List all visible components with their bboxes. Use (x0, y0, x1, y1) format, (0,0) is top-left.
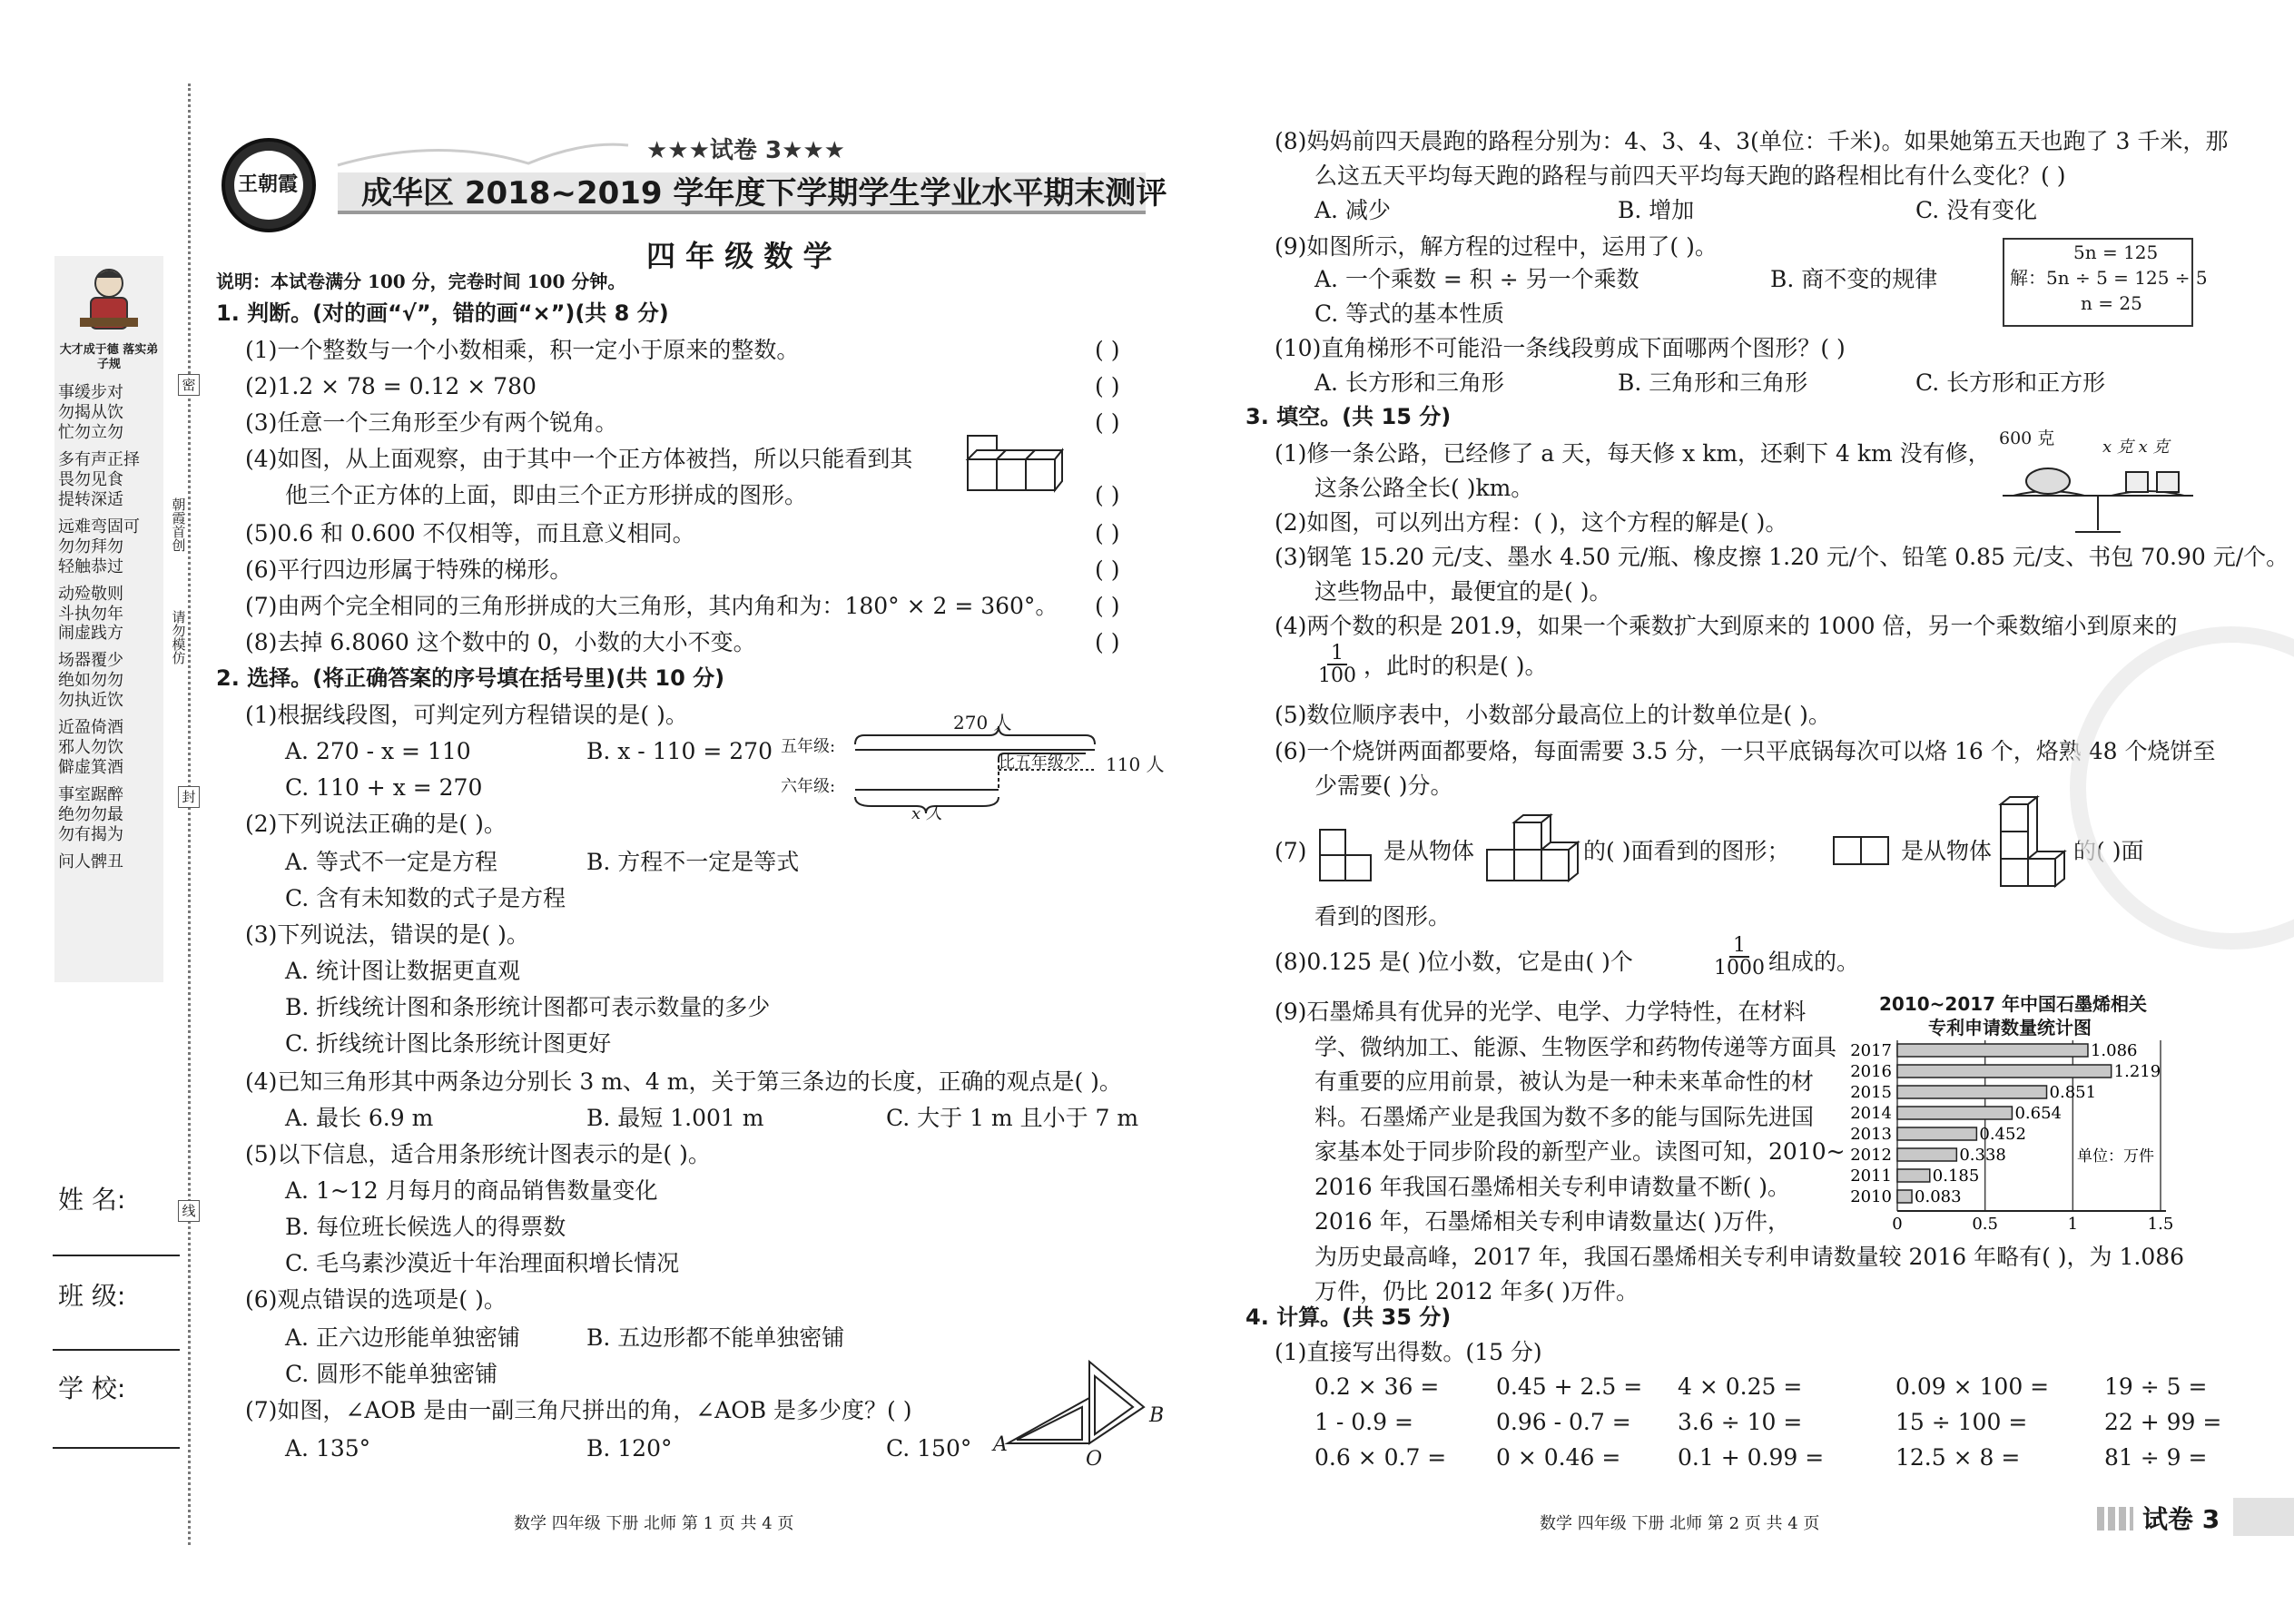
choice-q10-c[interactable]: C. 长方形和正方形 (1915, 369, 2106, 396)
calc-problem[interactable]: 0.2 × 36 = (1314, 1373, 1440, 1400)
corner-bar (2233, 1498, 2294, 1536)
sidebar-rule-line: 远难弯固可 (58, 517, 140, 536)
answer-paren-1[interactable]: ( ) (1095, 337, 1120, 363)
calc-problem[interactable]: 19 ÷ 5 = (2104, 1373, 2208, 1400)
fill-q3: (3)钢笔 15.20 元/支、墨水 4.50 元/瓶、橡皮擦 1.20 元/个、铅笔 0.85 元/支、书包 70.90 元/个。 (1275, 544, 2289, 570)
name-field[interactable] (53, 1255, 180, 1256)
fill-q7-text-2: 的( )面看到的图形； (1583, 838, 1790, 864)
triangle-rulers-figure (999, 1353, 1165, 1480)
choice-q9: (9)如图所示，解方程的过程中，运用了( )。 (1275, 233, 1718, 260)
sidebar-vertical-note-2 (171, 610, 189, 664)
fill-q7-text-4: 的( )面 (2073, 838, 2144, 864)
label-O: O (1086, 1448, 1103, 1471)
sidebar-rule-line: 问人髀丑 (58, 852, 123, 872)
fill-q7-text-5: 看到的图形。 (1314, 903, 1452, 930)
equation-line-3: n = 25 (2081, 292, 2142, 314)
fill-q1: (1)修一条公路，已经修了 a 天，每天修 x km，还剩下 4 km 没有修， (1275, 440, 1991, 467)
balance-scale-figure (1994, 450, 2204, 541)
answer-paren-7[interactable]: ( ) (1095, 593, 1120, 619)
judge-item-5: (5)0.6 和 0.600 不仅相等，而且意义相同。 (245, 520, 695, 546)
answer-paren-3[interactable]: ( ) (1095, 409, 1120, 436)
choice-q1-b[interactable]: B. x - 110 = 270 (586, 738, 773, 764)
label-A: A (993, 1433, 1008, 1456)
judge-item-4-cont: 他三个正方体的上面，即由三个正方形拼成的图形。 (285, 482, 808, 508)
calc-problem[interactable]: 22 + 99 = (2104, 1409, 2222, 1435)
choice-q10-a[interactable]: A. 长方形和三角形 (1314, 369, 1504, 396)
choice-q2-c[interactable]: C. 含有未知数的式子是方程 (285, 885, 566, 911)
chart-bar (1897, 1107, 2012, 1119)
judge-item-8: (8)去掉 6.8060 这个数中的 0，小数的大小不变。 (245, 629, 756, 655)
fill-q6-cont: 少需要( )分。 (1314, 773, 1453, 799)
fill-q9-line-5: 家基本处于同步阶段的新型产业。读图可知，2010~ (1314, 1138, 1846, 1165)
judge-item-4: (4)如图，从上面观察，由于其中一个正方体被挡，所以只能看到其 (245, 446, 913, 472)
choice-q6-c[interactable]: C. 圆形不能单独密铺 (285, 1361, 498, 1387)
choice-q8-b[interactable]: B. 增加 (1618, 197, 1695, 223)
choice-q2: (2)下列说法正确的是( )。 (245, 811, 507, 837)
choice-q5: (5)以下信息，适合用条形统计图表示的是( )。 (245, 1141, 711, 1167)
chart-bar (1897, 1169, 1930, 1182)
chart-category-label: 2017 (1850, 1041, 1892, 1060)
judge-item-3: (3)任意一个三角形至少有两个锐角。 (245, 409, 618, 436)
sidebar-rule-line: 勿勿拜勿 (58, 536, 123, 556)
sidebar-rule-line: 近盈倚酒 (58, 718, 123, 738)
scale-left-label: 600 克 (1999, 428, 2055, 448)
binding-dotted-line (188, 84, 191, 1545)
choice-q6-a[interactable]: A. 正六边形能单独密铺 (285, 1324, 520, 1351)
chart-category-label: 2016 (1850, 1062, 1892, 1081)
chart-bar (1897, 1044, 2088, 1057)
chart-data-label: 0.338 (1959, 1146, 2006, 1165)
choice-q6-b[interactable]: B. 五边形都不能单独密铺 (586, 1324, 845, 1351)
choice-q3-b[interactable]: B. 折线统计图和条形统计图都可表示数量的多少 (285, 994, 771, 1020)
calc-problem[interactable]: 15 ÷ 100 = (1895, 1409, 2028, 1435)
section-3-heading: 3. 填空。(共 15 分) (1245, 404, 1452, 429)
calc-problem[interactable]: 0.09 × 100 = (1895, 1373, 2050, 1400)
choice-q4-b[interactable]: B. 最短 1.001 m (586, 1105, 764, 1131)
calc-problem[interactable]: 0.45 + 2.5 = (1496, 1373, 1643, 1400)
fill-q8-denominator: 1000 (1714, 957, 1765, 980)
logo-seal (222, 138, 316, 232)
fill-q8-cont: 组成的。 (1768, 949, 1860, 975)
chart-bar (1897, 1127, 1976, 1140)
sidebar-rule-line: 勿有揭为 (58, 825, 123, 845)
choice-q2-a[interactable]: A. 等式不一定是方程 (285, 849, 497, 875)
fill-q3-cont: 这些物品中，最便宜的是( )。 (1314, 578, 1612, 605)
calc-problem[interactable]: 1 - 0.9 = (1314, 1409, 1413, 1435)
chart-data-label: 0.083 (1915, 1187, 1962, 1206)
calc-problem[interactable]: 0.96 - 0.7 = (1496, 1409, 1631, 1435)
chart-data-label: 0.654 (2014, 1104, 2062, 1123)
fill-q8: (8)0.125 是( )位小数，它是由( )个 (1275, 949, 1633, 975)
choice-q1-a[interactable]: A. 270 - x = 110 (285, 738, 471, 764)
fill-q4-numerator: 1 (1327, 643, 1347, 665)
sidebar-rule-line: 事缓步对 (58, 383, 123, 402)
chart-category-label: 2013 (1850, 1125, 1892, 1144)
choice-q4-a[interactable]: A. 最长 6.9 m (285, 1105, 434, 1131)
answer-paren-5[interactable]: ( ) (1095, 520, 1120, 546)
seal-feng: 封 (178, 786, 200, 808)
sidebar-rule-line: 提转深适 (58, 489, 123, 509)
choice-q10-b[interactable]: B. 三角形和三角形 (1618, 369, 1808, 396)
sidebar-rule-line: 绝如勿勿 (58, 671, 123, 691)
chart-x-tick-label: 0 (1892, 1215, 1903, 1234)
chart-category-label: 2015 (1850, 1083, 1892, 1102)
chart-data-label: 1.219 (2113, 1062, 2161, 1081)
chart-bar (1897, 1065, 2112, 1078)
paper-label: ★★★试卷 3★★★ (646, 137, 845, 164)
calc-problem[interactable]: 81 ÷ 9 = (2104, 1444, 2208, 1471)
calc-sub-heading: (1)直接写出得数。(15 分) (1275, 1339, 1542, 1365)
sidebar-rule-line: 邪人勿饮 (58, 738, 123, 758)
fill-q9-line-7: 2016 年，石墨烯相关专利申请数量达( )万件， (1314, 1208, 1791, 1235)
chart-category-label: 2011 (1850, 1166, 1892, 1186)
section-1-heading: 1. 判断。(对的画“√”，错的画“×”)(共 8 分) (216, 300, 669, 326)
choice-q7-b[interactable]: B. 120° (586, 1435, 673, 1462)
corner-paper-label: 试卷 3 (2142, 1504, 2220, 1534)
choice-q3: (3)下列说法，错误的是( )。 (245, 921, 529, 948)
object-figure-2 (1997, 795, 2070, 895)
diagram-diff: 比五年级少 (999, 753, 1080, 773)
choice-q4-c[interactable]: C. 大于 1 m 且小于 7 m (886, 1105, 1139, 1131)
judge-item-2: (2)1.2 × 78 = 0.12 × 780 (245, 373, 537, 399)
answer-paren-6[interactable]: ( ) (1095, 556, 1120, 583)
class-label: 班 级: (58, 1281, 126, 1311)
school-label: 学 校: (58, 1373, 126, 1403)
logo-text: 王朝霞 (238, 173, 299, 196)
fill-q7-text-3: 是从物体 (1901, 838, 1993, 864)
chart-x-tick-label: 1 (2067, 1215, 2079, 1234)
sidebar-rule-line: 忙勿立勿 (58, 422, 123, 442)
choice-q6: (6)观点错误的选项是( )。 (245, 1286, 507, 1313)
diagram-grade5: 五年级: (781, 737, 836, 756)
calc-problem[interactable]: 4 × 0.25 = (1678, 1373, 1803, 1400)
calc-problem[interactable]: 12.5 × 8 = (1895, 1444, 2021, 1471)
choice-q1: (1)根据线段图，可判定列方程错误的是( )。 (245, 702, 688, 728)
fill-q7-label: (7) (1275, 838, 1307, 864)
chart-data-label: 0.851 (2049, 1083, 2097, 1102)
chart-x-tick-label: 0.5 (1972, 1215, 1998, 1234)
right-footer: 数学 四年级 下册 北师 第 2 页 共 4 页 (1540, 1514, 1820, 1533)
diagram-grade6: 六年级: (781, 777, 836, 796)
choice-q5-a[interactable]: A. 1~12 月每月的商品销售数量变化 (285, 1177, 658, 1204)
choice-q2-b[interactable]: B. 方程不一定是等式 (586, 849, 800, 875)
answer-paren-2[interactable]: ( ) (1095, 373, 1120, 399)
child-illustration (74, 261, 143, 343)
object-figure-1 (1483, 813, 1581, 886)
fill-q9-line-9: 万件，仍比 2012 年多( )万件。 (1314, 1278, 1639, 1304)
fill-q9-line-4: 料。石墨烯产业是我国为数不多的能与国际先进国 (1314, 1103, 1815, 1130)
fill-q9-line-2: 学、微纳加工、能源、生物医学和药物传递等方面具 (1314, 1033, 1837, 1060)
chart-title-line-1: 2010~2017 年中国石墨烯相关 (1879, 993, 2148, 1015)
sidebar-rule-line: 闹虚践方 (58, 624, 123, 644)
sidebar-rule-line: 绝勿勿最 (58, 805, 123, 825)
choice-q9-a[interactable]: A. 一个乘数 = 积 ÷ 另一个乘数 (1314, 266, 1639, 292)
choice-q8-c[interactable]: C. 没有变化 (1915, 197, 2038, 223)
sidebar-rule-line: 动殓敬则 (58, 584, 123, 604)
exam-note: 说明：本试卷满分 100 分，完卷时间 100 分钟。 (216, 271, 626, 292)
answer-paren-4[interactable]: ( ) (1095, 482, 1120, 508)
choice-q8: (8)妈妈前四天晨跑的路程分别为：4、3、4、3(单位：千米)。如果她第五天也跑了 3 千米，那 (1275, 128, 2229, 154)
choice-q9-b[interactable]: B. 商不变的规律 (1770, 266, 1938, 292)
fill-q7-text-1: 是从物体 (1383, 838, 1475, 864)
sidebar-rule-line: 事室踞醉 (58, 785, 123, 805)
view-figure-2 (1832, 835, 1892, 866)
choice-q8-a[interactable]: A. 减少 (1314, 197, 1391, 223)
choice-q5-c[interactable]: C. 毛乌素沙漠近十年治理面积增长情况 (285, 1250, 680, 1276)
chart-x-tick-label: 1.5 (2147, 1215, 2174, 1234)
fill-q4-fraction (1311, 643, 1364, 686)
label-B: B (1149, 1404, 1165, 1427)
equation-line-2: 解：5n ÷ 5 = 125 ÷ 5 (2010, 267, 2208, 289)
cube-figure (964, 432, 1064, 496)
chart-category-label: 2014 (1850, 1104, 1892, 1123)
diagram-x: x 人 (911, 804, 942, 823)
choice-q9-c[interactable]: C. 等式的基本性质 (1314, 300, 1505, 327)
fill-q2: (2)如图，可以列出方程：( )，这个方程的解是( )。 (1275, 509, 1788, 536)
calc-problem[interactable]: 0.1 + 0.99 = (1678, 1444, 1825, 1471)
sidebar-rule-line: 场器覆少 (58, 651, 123, 671)
chart-category-label: 2010 (1850, 1187, 1892, 1206)
left-footer: 数学 四年级 下册 北师 第 1 页 共 4 页 (514, 1514, 794, 1533)
judge-item-7: (7)由两个完全相同的三角形拼成的大三角形，其内角和为：180° × 2 = 360°。 (245, 593, 1058, 619)
fill-q8-numerator: 1 (1729, 935, 1749, 958)
sidebar-rules (58, 383, 160, 872)
choice-q10: (10)直角梯形不可能沿一条线段剪成下面哪两个图形？( ) (1275, 335, 1846, 361)
seal-mi: 密 (178, 374, 200, 396)
fill-q4-cont: ，此时的积是( )。 (1364, 653, 1548, 679)
calc-problem[interactable]: 0 × 0.46 = (1496, 1444, 1621, 1471)
chart-bar (1897, 1190, 1912, 1203)
fill-q8-fraction (1707, 935, 1772, 979)
choice-q3-c[interactable]: C. 折线统计图比条形统计图更好 (285, 1030, 612, 1057)
chart-category-label: 2012 (1850, 1146, 1892, 1165)
choice-q7-c[interactable]: C. 150° (886, 1435, 972, 1462)
fill-q9-line-3: 有重要的应用前景，被认为是一种未来革命性的材 (1314, 1068, 1815, 1095)
choice-q3-a[interactable]: A. 统计图让数据更直观 (285, 958, 520, 984)
choice-q4: (4)已知三角形其中两条边分别长 3 m、4 m，关于第三条边的长度，正确的观点是( )。 (245, 1068, 1122, 1095)
sidebar-rule-line: 多有声正择 (58, 449, 140, 469)
sidebar-rule-line: 勿执近饮 (58, 691, 123, 711)
sidebar-rule-line: 斗执勿年 (58, 604, 123, 624)
chart-data-label: 0.185 (1932, 1166, 1980, 1186)
fill-q4: (4)两个数的积是 201.9，如果一个乘数扩大到原来的 1000 倍，另一个乘数缩小到原来的 (1275, 613, 2178, 639)
vertical-note-1: 朝霞首创 (170, 497, 187, 552)
sidebar-motto: 大才成于德 落实弟子规 (59, 343, 159, 372)
exam-title: 成华区 2018~2019 学年度下学期学生学业水平期末测评 (361, 175, 1167, 212)
exam-subject: 四 年 级 数 学 (646, 239, 832, 273)
choice-q8-cont: 么这五天平均每天跑的路程与前四天平均每天跑的路程相比有什么变化？( ) (1314, 162, 2066, 189)
name-label: 姓 名: (58, 1185, 126, 1215)
fill-q9-line-6: 2016 年我国石墨烯相关专利申请数量不断( )。 (1314, 1173, 1791, 1200)
chart-bar (1897, 1148, 1956, 1161)
watermark-seal (2070, 626, 2294, 950)
class-field[interactable] (53, 1349, 180, 1351)
vertical-note-2: 请勿模仿 (170, 610, 187, 664)
section-2-heading: 2. 选择。(将正确答案的序号填在括号里)(共 10 分) (216, 665, 725, 691)
choice-q1-c[interactable]: C. 110 + x = 270 (285, 774, 483, 801)
fill-q1-cont: 这条公路全长( )km。 (1314, 475, 1534, 501)
equation-line-1: 5n = 125 (2073, 241, 2159, 263)
judge-item-1: (1)一个整数与一个小数相乘，积一定小于原来的整数。 (245, 337, 800, 363)
fill-q9-line-8: 为历史最高峰，2017 年，我国石墨烯相关专利申请数量较 2016 年略有( )，为 1.086 (1314, 1243, 2185, 1270)
school-field[interactable] (53, 1447, 180, 1449)
chart-data-label: 0.452 (1979, 1125, 2026, 1144)
fill-q4-denominator: 100 (1318, 664, 1356, 688)
judge-item-6: (6)平行四边形属于特殊的梯形。 (245, 556, 573, 583)
fill-q6: (6)一个烧饼两面都要烙，每面需要 3.5 分，一只平底锅每次可以烙 16 个，烙熟 48 个烧饼至 (1275, 738, 2216, 764)
seal-xian: 线 (178, 1200, 200, 1222)
diagram-total: 270 人 (953, 712, 1012, 733)
calc-problem[interactable]: 0.6 × 0.7 = (1314, 1444, 1447, 1471)
sidebar-rule-line: 畏勿见食 (58, 469, 123, 489)
diagram-diff-val: 110 人 (1106, 753, 1165, 775)
chart-bar (1897, 1086, 2047, 1098)
chart-title-line-2: 专利申请数量统计图 (1928, 1017, 2092, 1038)
fill-q9-line-1: (9)石墨烯具有优异的光学、电学、力学特性，在材料 (1275, 999, 1807, 1025)
section-4-heading: 4. 计算。(共 35 分) (1245, 1304, 1452, 1330)
sidebar-rule-line: 轻触恭过 (58, 556, 123, 576)
choice-q7-a[interactable]: A. 135° (285, 1435, 371, 1462)
scale-right-label: x 克 x 克 (2102, 438, 2170, 457)
choice-q7: (7)如图，∠AOB 是由一副三角尺拼出的角，∠AOB 是多少度？( ) (245, 1397, 912, 1423)
answer-paren-8[interactable]: ( ) (1095, 629, 1120, 655)
chart-unit-label: 单位：万件 (2077, 1147, 2154, 1166)
calc-problem[interactable]: 3.6 ÷ 10 = (1678, 1409, 1803, 1435)
fill-q5: (5)数位顺序表中，小数部分最高位上的计数单位是( )。 (1275, 702, 1831, 728)
sidebar-rules-panel (54, 256, 163, 982)
view-figure-1 (1318, 828, 1373, 882)
corner-decoration (2097, 1507, 2133, 1530)
chart-data-label: 1.086 (2090, 1041, 2138, 1060)
choice-q5-b[interactable]: B. 每位班长候选人的得票数 (285, 1214, 566, 1240)
sidebar-rule-line: 勿揭从饮 (58, 402, 123, 422)
graphene-patent-chart (1834, 1035, 2197, 1253)
sidebar-vertical-note (171, 497, 189, 552)
sidebar-rule-line: 僻虚箕酒 (58, 758, 123, 778)
